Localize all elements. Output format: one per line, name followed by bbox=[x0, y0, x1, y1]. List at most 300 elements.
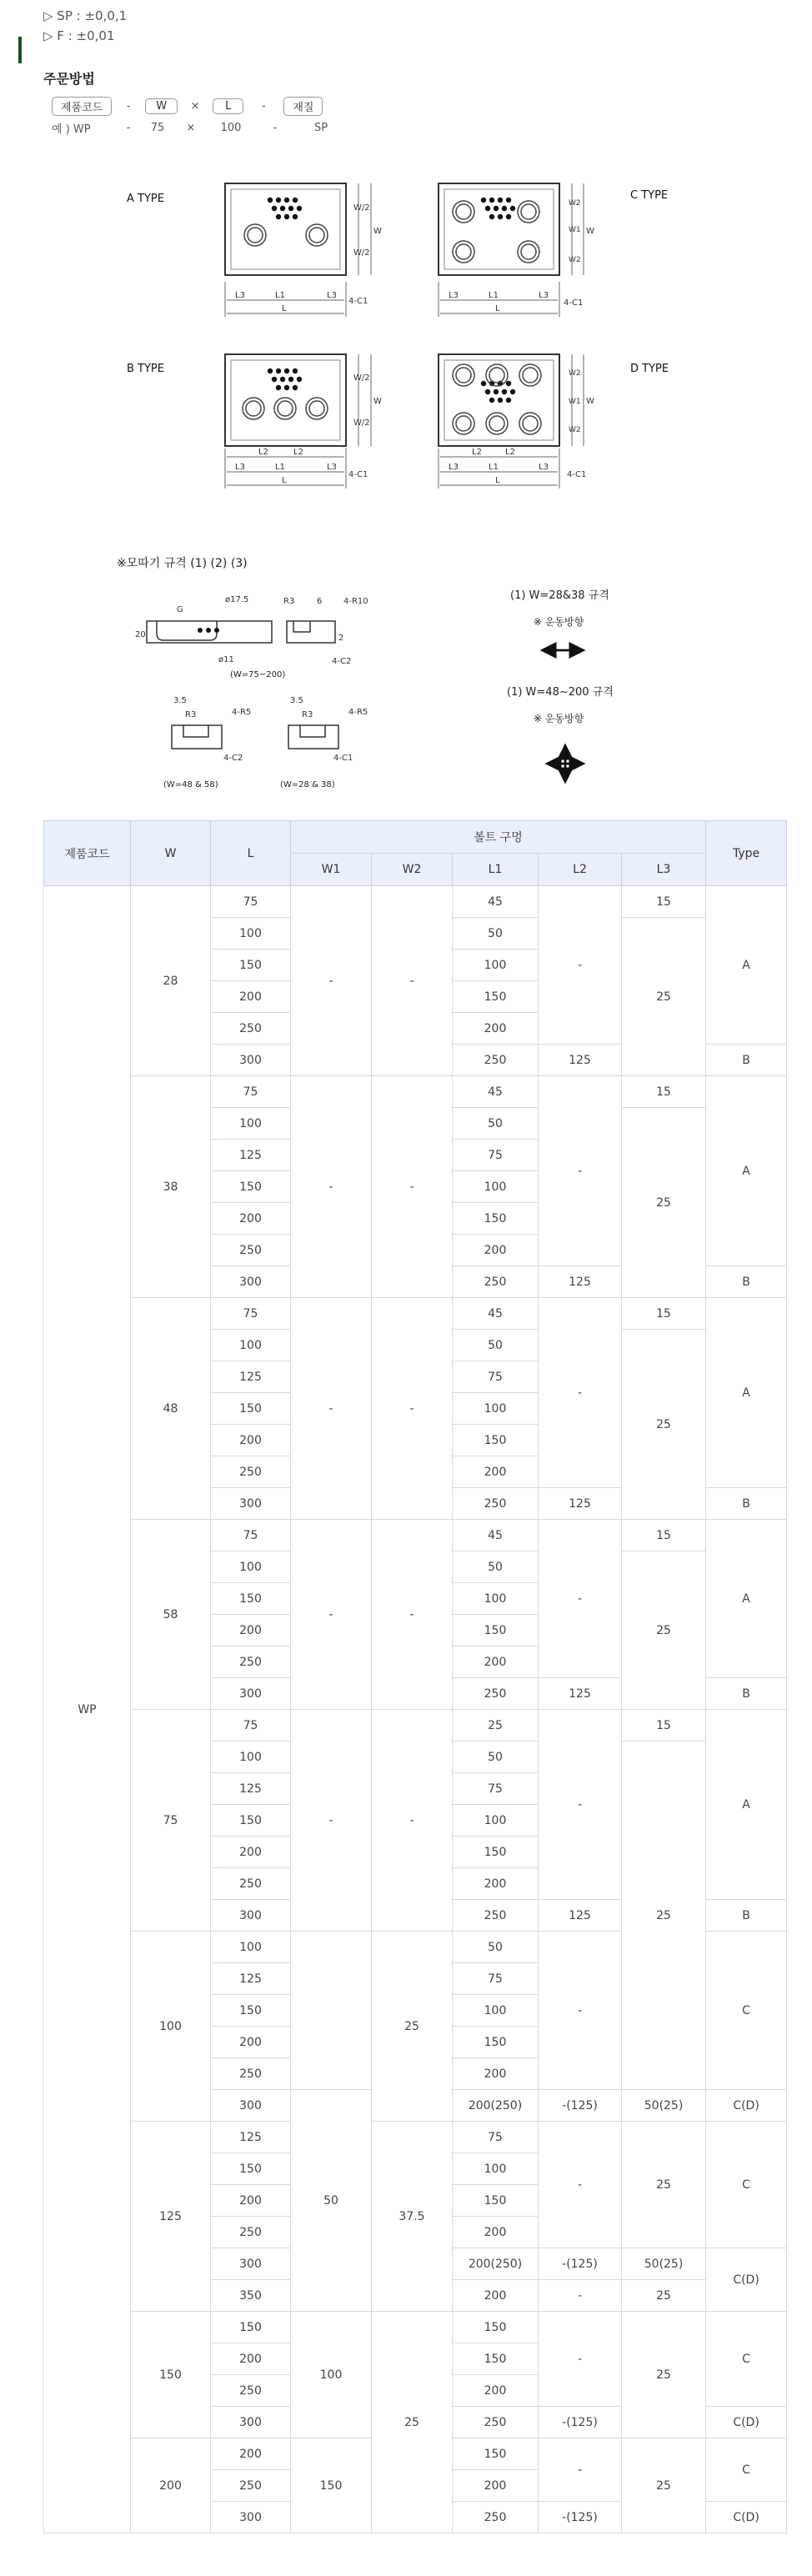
cell-type: C bbox=[706, 2122, 787, 2248]
cell-l: 100 bbox=[211, 1932, 291, 1963]
cell-l: 150 bbox=[211, 2153, 291, 2185]
cell-l1: 250 bbox=[453, 1678, 539, 1710]
cell-l1: 200 bbox=[453, 2217, 539, 2248]
dim-w2: W/2 bbox=[353, 418, 370, 428]
dim-r10: 4-R10 bbox=[343, 597, 368, 606]
cell-w2: 37.5 bbox=[372, 2122, 453, 2312]
cell-l: 150 bbox=[211, 1171, 291, 1203]
cell-w1: - bbox=[291, 886, 372, 1076]
cell-l3: 50(25) bbox=[622, 2090, 706, 2122]
dim-r3: R3 bbox=[185, 710, 197, 719]
cell-l1: 75 bbox=[453, 2122, 539, 2153]
dim-l3: L3 bbox=[235, 463, 245, 472]
cell-l: 250 bbox=[211, 2470, 291, 2502]
cell-type: C bbox=[706, 2312, 787, 2407]
cell-l3: 25 bbox=[622, 1551, 706, 1710]
code-times: × bbox=[190, 100, 200, 113]
cell-l1: 150 bbox=[453, 2438, 539, 2470]
cell-l1: 250 bbox=[453, 1488, 539, 1520]
example-material: SP bbox=[313, 122, 328, 134]
dim-l3: L3 bbox=[327, 463, 337, 472]
dim-w1: W1 bbox=[569, 398, 581, 406]
cell-l: 150 bbox=[211, 1805, 291, 1837]
cell-l1: 50 bbox=[453, 1551, 539, 1583]
cell-l: 125 bbox=[211, 1140, 291, 1171]
table-row bbox=[44, 1710, 787, 1742]
cell-l: 250 bbox=[211, 2217, 291, 2248]
cell-l1: 200 bbox=[453, 1013, 539, 1045]
cell-l: 250 bbox=[211, 1868, 291, 1900]
cell-l: 250 bbox=[211, 1013, 291, 1045]
table-row bbox=[44, 1076, 787, 1108]
header-l2: L2 bbox=[539, 854, 622, 886]
cell-l: 100 bbox=[211, 1551, 291, 1583]
dim-d17: ø17.5 bbox=[225, 595, 249, 604]
cell-type: C(D) bbox=[706, 2407, 787, 2438]
cell-l2: 125 bbox=[539, 1678, 622, 1710]
motion-direction-label-1: ※ 운동방향 bbox=[534, 616, 584, 628]
dim-l: L bbox=[282, 476, 287, 485]
order-method-title: 주문방법 bbox=[43, 71, 95, 87]
type-a-drawing bbox=[225, 183, 382, 317]
cell-l2: -(125) bbox=[539, 2502, 622, 2533]
cell-l: 250 bbox=[211, 2058, 291, 2090]
cell-l: 300 bbox=[211, 2248, 291, 2280]
dim-l3: L3 bbox=[235, 291, 245, 300]
cell-w: 125 bbox=[131, 2122, 211, 2312]
dim-l1: L1 bbox=[275, 291, 285, 300]
cell-l1: 45 bbox=[453, 1076, 539, 1108]
cell-l1: 50 bbox=[453, 918, 539, 950]
cell-w2: - bbox=[372, 1298, 453, 1520]
cell-l: 150 bbox=[211, 1393, 291, 1425]
cell-l1: 150 bbox=[453, 2343, 539, 2375]
type-b-label: B TYPE bbox=[127, 363, 164, 375]
cell-l2: -(125) bbox=[539, 2248, 622, 2280]
dim-l: L bbox=[495, 476, 500, 485]
cell-l1: 50 bbox=[453, 1742, 539, 1773]
dim-6: 6 bbox=[317, 597, 323, 606]
motion-arrow-cross-icon bbox=[547, 745, 584, 782]
cell-l2: -(125) bbox=[539, 2407, 622, 2438]
dim-c2: 4-C2 bbox=[332, 657, 352, 666]
cell-l1: 150 bbox=[453, 981, 539, 1013]
cell-l1: 45 bbox=[453, 886, 539, 918]
dim-l: L bbox=[282, 304, 287, 313]
cell-l1: 75 bbox=[453, 1963, 539, 1995]
dim-c1: 4-C1 bbox=[348, 297, 368, 306]
dim-g: G bbox=[177, 605, 183, 614]
dim-w2: W/2 bbox=[353, 203, 370, 213]
cell-l2: - bbox=[539, 2122, 622, 2248]
groove-caption-1: (W=75~200) bbox=[230, 670, 286, 679]
cell-l: 100 bbox=[211, 1108, 291, 1140]
table-row bbox=[44, 2312, 787, 2343]
cell-l: 125 bbox=[211, 1361, 291, 1393]
cell-l1: 150 bbox=[453, 2027, 539, 2058]
cell-l: 200 bbox=[211, 2185, 291, 2217]
cell-l1: 150 bbox=[453, 2185, 539, 2217]
dim-l: L bbox=[495, 304, 500, 313]
type-c-label: C TYPE bbox=[630, 189, 669, 202]
groove-caption-3: (W=28 & 38) bbox=[280, 780, 335, 789]
cell-l: 125 bbox=[211, 2122, 291, 2153]
dim-c1: 4-C1 bbox=[348, 470, 368, 479]
cell-l3: 25 bbox=[622, 918, 706, 1076]
cell-l1: 75 bbox=[453, 1140, 539, 1171]
cell-type: B bbox=[706, 1678, 787, 1710]
cell-l: 150 bbox=[211, 1583, 291, 1615]
code-pill-w: W bbox=[145, 98, 178, 114]
cell-l2: - bbox=[539, 2280, 622, 2312]
cell-l1: 50 bbox=[453, 1108, 539, 1140]
cell-l1: 150 bbox=[453, 1203, 539, 1235]
type-d-label: D TYPE bbox=[630, 363, 669, 375]
cell-l3: 25 bbox=[622, 1330, 706, 1520]
cell-type: A bbox=[706, 1298, 787, 1488]
cell-l: 150 bbox=[211, 2312, 291, 2343]
cell-l1: 100 bbox=[453, 1995, 539, 2027]
cell-l2: - bbox=[539, 1298, 622, 1488]
cell-l: 200 bbox=[211, 2343, 291, 2375]
cell-l1: 150 bbox=[453, 2312, 539, 2343]
cell-l: 250 bbox=[211, 1235, 291, 1266]
code-pill-product: 제품코드 bbox=[52, 97, 112, 116]
cell-type: C(D) bbox=[706, 2502, 787, 2533]
dim-r3: R3 bbox=[283, 597, 295, 606]
cell-w1-empty bbox=[291, 1932, 372, 2090]
type-a-label: A TYPE bbox=[127, 193, 164, 205]
header-w: W bbox=[131, 821, 211, 886]
cell-l: 300 bbox=[211, 1900, 291, 1932]
dim-w1: W1 bbox=[569, 226, 581, 234]
cell-l: 75 bbox=[211, 1076, 291, 1108]
cell-l1: 45 bbox=[453, 1298, 539, 1330]
cell-l1: 150 bbox=[453, 1425, 539, 1456]
cell-type: A bbox=[706, 1710, 787, 1900]
dim-3-5: 3.5 bbox=[290, 696, 303, 705]
dim-w: W bbox=[373, 397, 382, 406]
cell-l: 75 bbox=[211, 1520, 291, 1551]
cell-w: 150 bbox=[131, 2312, 211, 2438]
cell-type: C bbox=[706, 2438, 787, 2502]
cell-w: 48 bbox=[131, 1298, 211, 1520]
cell-l: 200 bbox=[211, 1615, 291, 1646]
cell-l: 300 bbox=[211, 2407, 291, 2438]
cell-type: A bbox=[706, 1076, 787, 1266]
cell-type: C(D) bbox=[706, 2248, 787, 2312]
dim-w2: W2 bbox=[569, 369, 581, 378]
groove-section-3 bbox=[280, 696, 368, 789]
cell-l: 125 bbox=[211, 1963, 291, 1995]
cell-l1: 75 bbox=[453, 1361, 539, 1393]
header-w1: W1 bbox=[291, 854, 372, 886]
cell-l: 300 bbox=[211, 2090, 291, 2122]
header-l3: L3 bbox=[622, 854, 706, 886]
cell-type: B bbox=[706, 1266, 787, 1298]
cell-l: 75 bbox=[211, 886, 291, 918]
motion-direction-label-2: ※ 운동방향 bbox=[534, 713, 584, 724]
groove-caption-2: (W=48 & 58) bbox=[163, 780, 218, 789]
cell-w2: 25 bbox=[372, 1932, 453, 2122]
code-sep: - bbox=[261, 100, 266, 113]
cell-l1: 200 bbox=[453, 2375, 539, 2407]
section-marker bbox=[18, 37, 22, 63]
cell-l: 200 bbox=[211, 1837, 291, 1868]
cell-w1: 50 bbox=[291, 2090, 372, 2312]
cell-w: 28 bbox=[131, 886, 211, 1076]
cell-l1: 250 bbox=[453, 2502, 539, 2533]
cell-l: 100 bbox=[211, 1742, 291, 1773]
cell-type: C(D) bbox=[706, 2090, 787, 2122]
dim-w: W bbox=[586, 227, 594, 236]
cell-l1: 100 bbox=[453, 2153, 539, 2185]
dim-l3: L3 bbox=[539, 463, 549, 472]
cell-l2: 125 bbox=[539, 1045, 622, 1076]
cell-l3: 50(25) bbox=[622, 2248, 706, 2280]
dim-l2: L2 bbox=[258, 448, 268, 457]
code-example-row bbox=[52, 120, 350, 136]
example-w: 75 bbox=[150, 122, 165, 134]
cell-l2: - bbox=[539, 1932, 622, 2090]
cell-l3: 25 bbox=[622, 2280, 706, 2312]
example-l: 100 bbox=[220, 122, 242, 134]
spec-table bbox=[43, 820, 787, 2533]
cell-l1: 200 bbox=[453, 1868, 539, 1900]
cell-type: C bbox=[706, 1932, 787, 2090]
cell-l1: 200 bbox=[453, 2280, 539, 2312]
tolerance-f: ▷ F : ±0,01 bbox=[43, 28, 115, 43]
cell-l: 200 bbox=[211, 2027, 291, 2058]
cell-l1: 25 bbox=[453, 1710, 539, 1742]
cell-l1: 50 bbox=[453, 1932, 539, 1963]
cell-l3: 25 bbox=[622, 2122, 706, 2248]
cell-w1: - bbox=[291, 1710, 372, 1932]
groove-section-2 bbox=[163, 696, 251, 789]
table-row bbox=[44, 886, 787, 918]
cell-type: B bbox=[706, 1900, 787, 1932]
cell-w2: 25 bbox=[372, 2312, 453, 2533]
cell-l1: 100 bbox=[453, 1171, 539, 1203]
cell-l3: 15 bbox=[622, 1710, 706, 1742]
dim-l1: L1 bbox=[489, 463, 499, 472]
cell-type: A bbox=[706, 1520, 787, 1678]
cell-l1: 200 bbox=[453, 1235, 539, 1266]
cell-l1: 100 bbox=[453, 1583, 539, 1615]
header-code: 제품코드 bbox=[44, 821, 131, 886]
dim-r5: 4-R5 bbox=[232, 708, 252, 717]
cell-l1: 200 bbox=[453, 1646, 539, 1678]
example-times: × bbox=[186, 122, 196, 134]
dim-l3: L3 bbox=[539, 291, 549, 300]
cell-l2: 125 bbox=[539, 1266, 622, 1298]
dim-w2: W2 bbox=[569, 426, 581, 434]
cell-w1: - bbox=[291, 1076, 372, 1298]
cell-l1: 250 bbox=[453, 1266, 539, 1298]
cell-l: 300 bbox=[211, 1045, 291, 1076]
cell-w: 58 bbox=[131, 1520, 211, 1710]
cell-w: 38 bbox=[131, 1076, 211, 1298]
header-w2: W2 bbox=[372, 854, 453, 886]
cell-w: 100 bbox=[131, 1932, 211, 2122]
cell-l2: - bbox=[539, 2438, 622, 2502]
dim-l1: L1 bbox=[489, 291, 499, 300]
dim-l2: L2 bbox=[293, 448, 303, 457]
cell-l: 250 bbox=[211, 1456, 291, 1488]
cell-l1: 50 bbox=[453, 1330, 539, 1361]
cell-type: A bbox=[706, 886, 787, 1045]
technical-drawings bbox=[0, 150, 812, 817]
cell-w: 200 bbox=[131, 2438, 211, 2533]
cell-l: 200 bbox=[211, 2438, 291, 2470]
cell-type: B bbox=[706, 1045, 787, 1076]
header-type: Type bbox=[706, 821, 787, 886]
dim-c1: 4-C1 bbox=[564, 298, 584, 308]
cell-l1: 250 bbox=[453, 1900, 539, 1932]
dim-l3: L3 bbox=[449, 463, 459, 472]
cell-l: 200 bbox=[211, 981, 291, 1013]
dim-3-5: 3.5 bbox=[173, 696, 187, 705]
cell-w2: - bbox=[372, 1076, 453, 1298]
type-d-drawing bbox=[439, 354, 594, 489]
cell-w2: - bbox=[372, 1710, 453, 1932]
dim-20: 20 bbox=[135, 630, 146, 639]
table-row bbox=[44, 1298, 787, 1330]
header-bolt: 볼트 구멍 bbox=[291, 821, 706, 854]
example-sep: - bbox=[126, 122, 131, 134]
cell-l: 75 bbox=[211, 1710, 291, 1742]
example-code: 예 ) WP bbox=[52, 123, 91, 136]
cell-w: 75 bbox=[131, 1710, 211, 1932]
table-row bbox=[44, 1520, 787, 1551]
cell-l: 200 bbox=[211, 1425, 291, 1456]
dim-l2: L2 bbox=[505, 448, 515, 457]
cell-l: 100 bbox=[211, 918, 291, 950]
dim-w2: W2 bbox=[569, 256, 581, 264]
cell-l1: 200(250) bbox=[453, 2248, 539, 2280]
dim-c1: 4-C1 bbox=[567, 470, 587, 479]
cell-l2: - bbox=[539, 1076, 622, 1266]
cell-l2: - bbox=[539, 886, 622, 1045]
dim-l2: L2 bbox=[472, 448, 482, 457]
cell-l2: - bbox=[539, 2312, 622, 2407]
drawings-svg bbox=[0, 150, 812, 817]
cell-l1: 200 bbox=[453, 2470, 539, 2502]
cell-l1: 200(250) bbox=[453, 2090, 539, 2122]
dim-c2: 4-C2 bbox=[223, 754, 243, 763]
dim-l3: L3 bbox=[327, 291, 337, 300]
code-pill-material: 재질 bbox=[283, 97, 323, 116]
code-sep: - bbox=[126, 100, 131, 113]
cell-l1: 200 bbox=[453, 1456, 539, 1488]
cell-l3: 25 bbox=[622, 1108, 706, 1298]
header-l: L bbox=[211, 821, 291, 886]
cell-w1: 100 bbox=[291, 2312, 372, 2438]
code-pill-l: L bbox=[213, 98, 243, 114]
cell-l2: -(125) bbox=[539, 2090, 622, 2122]
cell-l1: 100 bbox=[453, 1805, 539, 1837]
spec-table-body bbox=[44, 886, 787, 2533]
dim-w2: W2 bbox=[569, 199, 581, 208]
cell-l1: 45 bbox=[453, 1520, 539, 1551]
cell-l: 150 bbox=[211, 1995, 291, 2027]
cell-l: 300 bbox=[211, 1678, 291, 1710]
cell-code: WP bbox=[44, 886, 131, 2533]
cell-l: 300 bbox=[211, 1488, 291, 1520]
cell-l3: 25 bbox=[622, 2438, 706, 2533]
dim-r3: R3 bbox=[302, 710, 313, 719]
groove-section-1 bbox=[135, 595, 368, 679]
cell-w2: - bbox=[372, 886, 453, 1076]
cell-l: 300 bbox=[211, 2502, 291, 2533]
dim-w: W bbox=[586, 397, 594, 406]
cell-l: 125 bbox=[211, 1773, 291, 1805]
cell-l1: 100 bbox=[453, 950, 539, 981]
dim-l3: L3 bbox=[449, 291, 459, 300]
cell-l: 300 bbox=[211, 1266, 291, 1298]
cell-l1: 150 bbox=[453, 1837, 539, 1868]
dim-d11: ø11 bbox=[218, 655, 234, 664]
cell-l: 75 bbox=[211, 1298, 291, 1330]
spec-28-38: (1) W=28&38 규격 bbox=[510, 589, 609, 602]
type-c-drawing bbox=[439, 183, 594, 317]
dim-w2: W/2 bbox=[353, 248, 370, 258]
cell-l: 250 bbox=[211, 1646, 291, 1678]
header-l1: L1 bbox=[453, 854, 539, 886]
cell-l1: 100 bbox=[453, 1393, 539, 1425]
cell-l: 350 bbox=[211, 2280, 291, 2312]
table-row bbox=[44, 2122, 787, 2153]
dim-l1: L1 bbox=[275, 463, 285, 472]
cell-l2: - bbox=[539, 1710, 622, 1900]
cell-l2: 125 bbox=[539, 1488, 622, 1520]
cell-l1: 200 bbox=[453, 2058, 539, 2090]
cell-l3: 15 bbox=[622, 886, 706, 918]
cell-w1: - bbox=[291, 1298, 372, 1520]
cell-l1: 250 bbox=[453, 2407, 539, 2438]
code-format-row bbox=[52, 97, 323, 116]
cell-l3: 15 bbox=[622, 1298, 706, 1330]
groove-title: ※모따기 규격 (1) (2) (3) bbox=[117, 557, 248, 570]
dim-w2: W/2 bbox=[353, 373, 370, 383]
tolerance-sp: ▷ SP : ±0,0,1 bbox=[43, 8, 128, 23]
cell-l3: 15 bbox=[622, 1076, 706, 1108]
dim-c1: 4-C1 bbox=[333, 754, 353, 763]
cell-l3: 15 bbox=[622, 1520, 706, 1551]
dim-w: W bbox=[373, 227, 382, 236]
cell-l: 150 bbox=[211, 950, 291, 981]
cell-l2: - bbox=[539, 1520, 622, 1678]
dim-r5: 4-R5 bbox=[348, 708, 368, 717]
cell-l: 200 bbox=[211, 1203, 291, 1235]
example-sep: - bbox=[273, 122, 278, 134]
cell-l: 100 bbox=[211, 1330, 291, 1361]
spec-48-200: (1) W=48~200 규격 bbox=[507, 686, 614, 699]
cell-l3: 25 bbox=[622, 1742, 706, 2090]
cell-l: 250 bbox=[211, 2375, 291, 2407]
cell-l1: 250 bbox=[453, 1045, 539, 1076]
type-b-drawing bbox=[225, 354, 382, 489]
cell-l1: 75 bbox=[453, 1773, 539, 1805]
cell-w1: - bbox=[291, 1520, 372, 1710]
cell-type: B bbox=[706, 1488, 787, 1520]
dim-2: 2 bbox=[338, 634, 344, 643]
cell-l2: 125 bbox=[539, 1900, 622, 1932]
cell-l3: 25 bbox=[622, 2312, 706, 2438]
cell-w2: - bbox=[372, 1520, 453, 1710]
cell-l1: 150 bbox=[453, 1615, 539, 1646]
cell-w1: 150 bbox=[291, 2438, 372, 2533]
